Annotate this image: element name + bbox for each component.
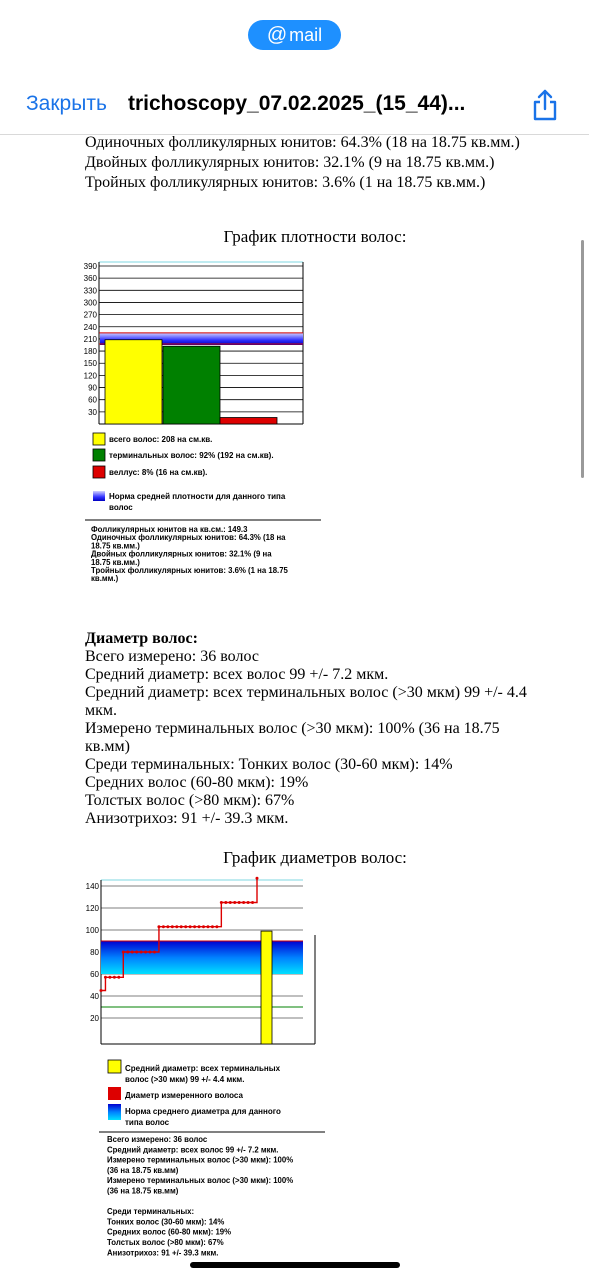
diameter-point xyxy=(193,925,196,928)
diameter-point xyxy=(108,976,111,979)
diameter-point xyxy=(144,951,147,954)
summary-line: Измерено терминальных волос (>30 мкм): 100% xyxy=(107,1176,294,1186)
y-tick-label: 60 xyxy=(90,970,99,979)
y-tick-label: 240 xyxy=(83,322,97,332)
diameter-point xyxy=(104,976,107,979)
diameter-point xyxy=(162,925,165,928)
summary-line: Измерено терминальных волос (>30 мкм): 100% xyxy=(107,1155,294,1165)
bar-terminal xyxy=(163,346,220,424)
top-bar xyxy=(0,84,589,130)
diameter-line: Среди терминальных: Тонких волос (30-60 мкм): 14% xyxy=(85,756,453,773)
diameter-point xyxy=(189,925,192,928)
y-tick-label: 140 xyxy=(85,882,99,891)
diameter-point xyxy=(198,925,201,928)
summary-line: Тонких волос (30-60 мкм): 14% xyxy=(107,1217,225,1227)
diameter-line: Средний диаметр: всех терминальных волос (>30 мкм) 99 +/- 4.4 мкм. xyxy=(85,684,527,719)
y-tick-label: 30 xyxy=(88,407,97,417)
diameter-point xyxy=(131,951,134,954)
legend-label: всего волос: 208 на см.кв. xyxy=(109,435,213,444)
summary-line: кв.мм.) xyxy=(91,574,119,584)
y-tick-label: 390 xyxy=(83,262,97,271)
summary-line: Толстых волос (>80 мкм): 67% xyxy=(107,1238,224,1247)
y-tick-label: 20 xyxy=(90,1014,99,1023)
legend-swatch-norm xyxy=(108,1104,121,1120)
y-tick-label: 100 xyxy=(85,926,99,935)
diameter-point xyxy=(175,925,178,928)
legend-label: Средний диаметр: всех терминальных xyxy=(125,1064,281,1073)
y-tick-label: 180 xyxy=(83,347,97,357)
y-tick-label: 360 xyxy=(83,274,97,284)
summary-line: Одиночных фолликулярных юнитов: 64.3% (18 на xyxy=(91,533,286,543)
diameter-point xyxy=(202,925,205,928)
diameter-point xyxy=(233,901,236,904)
mail-label: mail xyxy=(289,24,323,45)
diameter-point xyxy=(180,925,183,928)
intro-line: Одиночных фолликулярных юнитов: 64.3% (18 на 18.75 кв.мм.) xyxy=(85,134,520,151)
diameter-line: Измерено терминальных волос (>30 мкм): 100% (36 на 18.75 кв.мм) xyxy=(85,720,500,755)
summary-line: (36 на 18.75 кв.мм) xyxy=(107,1186,179,1196)
diameter-point xyxy=(126,951,129,954)
diameter-point xyxy=(220,901,223,904)
scrollbar[interactable] xyxy=(581,240,584,478)
mean-diameter-bar xyxy=(261,931,272,1044)
diameter-point xyxy=(238,901,241,904)
diameter-point xyxy=(117,976,120,979)
legend-label: веллус: 8% (16 на см.кв). xyxy=(109,468,208,477)
diameter-point xyxy=(113,976,116,979)
intro-text xyxy=(85,134,545,192)
summary-line: 18.75 кв.мм.) xyxy=(91,541,140,551)
document-title: trichoscopy_07.02.2025_(15_44)... xyxy=(128,92,466,115)
intro-line: Двойных фолликулярных юнитов: 32.1% (9 на 18.75 кв.мм.) xyxy=(85,154,495,171)
diameter-line: Средних волос (60-80 мкм): 19% xyxy=(85,774,309,791)
diameter-point xyxy=(211,925,214,928)
y-tick-label: 120 xyxy=(85,904,99,913)
diameter-point xyxy=(166,925,169,928)
legend-swatch xyxy=(93,466,105,478)
summary-line: 18.75 кв.мм.) xyxy=(91,557,140,567)
summary-line: Тройных фолликулярных юнитов: 3.6% (1 на 18.75 xyxy=(91,566,288,575)
diameter-point xyxy=(140,951,143,954)
summary-line: Средний диаметр: всех волос 99 +/- 7.2 мкм. xyxy=(107,1145,279,1155)
legend-swatch-measured xyxy=(108,1087,121,1100)
legend-label: Норма среднего диаметра для данного xyxy=(125,1107,281,1116)
diameter-line: Всего измерено: 36 волос xyxy=(85,648,259,665)
diameter-line: Анизотрихоз: 91 +/- 39.3 мкм. xyxy=(85,810,289,827)
density-chart xyxy=(85,258,325,598)
diameter-point xyxy=(229,901,232,904)
y-tick-label: 120 xyxy=(83,371,97,381)
diameter-point xyxy=(206,925,209,928)
legend-swatch-mean xyxy=(108,1060,121,1073)
diameter-point xyxy=(256,877,259,880)
diameter-point xyxy=(100,989,103,992)
home-indicator xyxy=(190,1262,400,1268)
legend-label: терминальных волос: 92% (192 на см.кв). xyxy=(109,451,274,460)
summary-line: Среди терминальных: xyxy=(107,1207,195,1217)
y-tick-label: 210 xyxy=(83,334,97,344)
legend-swatch-norm xyxy=(93,491,105,501)
legend-label: Норма средней плотности для данного типа xyxy=(109,492,286,501)
y-tick-label: 300 xyxy=(83,298,97,308)
legend-swatch xyxy=(93,433,105,445)
summary-line: Двойных фолликулярных юнитов: 32.1% (9 на xyxy=(91,549,272,559)
diameter-point xyxy=(171,925,174,928)
diameter-point xyxy=(153,951,156,954)
diameter-heading: График диаметров волос: xyxy=(223,848,407,867)
y-tick-label: 270 xyxy=(83,310,97,320)
summary-line: Средних волос (60-80 мкм): 19% xyxy=(107,1227,232,1237)
diameter-point xyxy=(247,901,250,904)
legend-swatch xyxy=(93,449,105,461)
diameter-point xyxy=(157,925,160,928)
diameter-point xyxy=(242,901,245,904)
close-button[interactable]: Закрыть xyxy=(26,92,107,115)
y-tick-label: 40 xyxy=(90,992,99,1001)
share-icon[interactable] xyxy=(531,88,559,122)
diameter-chart xyxy=(85,874,335,1259)
y-tick-label: 60 xyxy=(88,395,97,405)
diameter-point xyxy=(149,951,152,954)
at-icon: @ xyxy=(266,23,288,46)
intro-line: Тройных фолликулярных юнитов: 3.6% (1 на 18.75 кв.мм.) xyxy=(85,174,486,191)
y-tick-label: 90 xyxy=(88,383,97,393)
summary-line: Анизотрихоз: 91 +/- 39.3 мкм. xyxy=(107,1248,219,1258)
diameter-point xyxy=(251,901,254,904)
legend-label: типа волос xyxy=(125,1118,170,1127)
y-tick-label: 150 xyxy=(83,359,97,369)
summary-line: Фолликулярных юнитов на кв.см.: 149.3 xyxy=(91,525,248,534)
mail-app-pill[interactable] xyxy=(248,20,341,50)
bar-total xyxy=(105,340,162,424)
diameter-point xyxy=(122,951,125,954)
diameter-point xyxy=(224,901,227,904)
diameter-section xyxy=(85,630,545,828)
norm-band xyxy=(101,941,303,974)
diameter-line: Средний диаметр: всех волос 99 +/- 7.2 мкм. xyxy=(85,666,389,683)
bar-vellus xyxy=(220,418,277,424)
y-tick-label: 80 xyxy=(90,948,99,957)
diameter-title: Диаметр волос: xyxy=(85,630,198,647)
diameter-line: Толстых волос (>80 мкм): 67% xyxy=(85,792,295,809)
summary-line: (36 на 18.75 кв.мм) xyxy=(107,1165,179,1175)
density-heading: График плотности волос: xyxy=(223,227,407,246)
summary-line: Всего измерено: 36 волос xyxy=(107,1135,208,1144)
diameter-point xyxy=(215,925,218,928)
legend-label: волос (>30 мкм) 99 +/- 4.4 мкм. xyxy=(125,1075,245,1084)
y-tick-label: 330 xyxy=(83,286,97,296)
legend-label: Диаметр измеренного волоса xyxy=(125,1091,243,1100)
diameter-point xyxy=(184,925,187,928)
diameter-point xyxy=(135,951,138,954)
legend-label: волос xyxy=(109,503,133,512)
